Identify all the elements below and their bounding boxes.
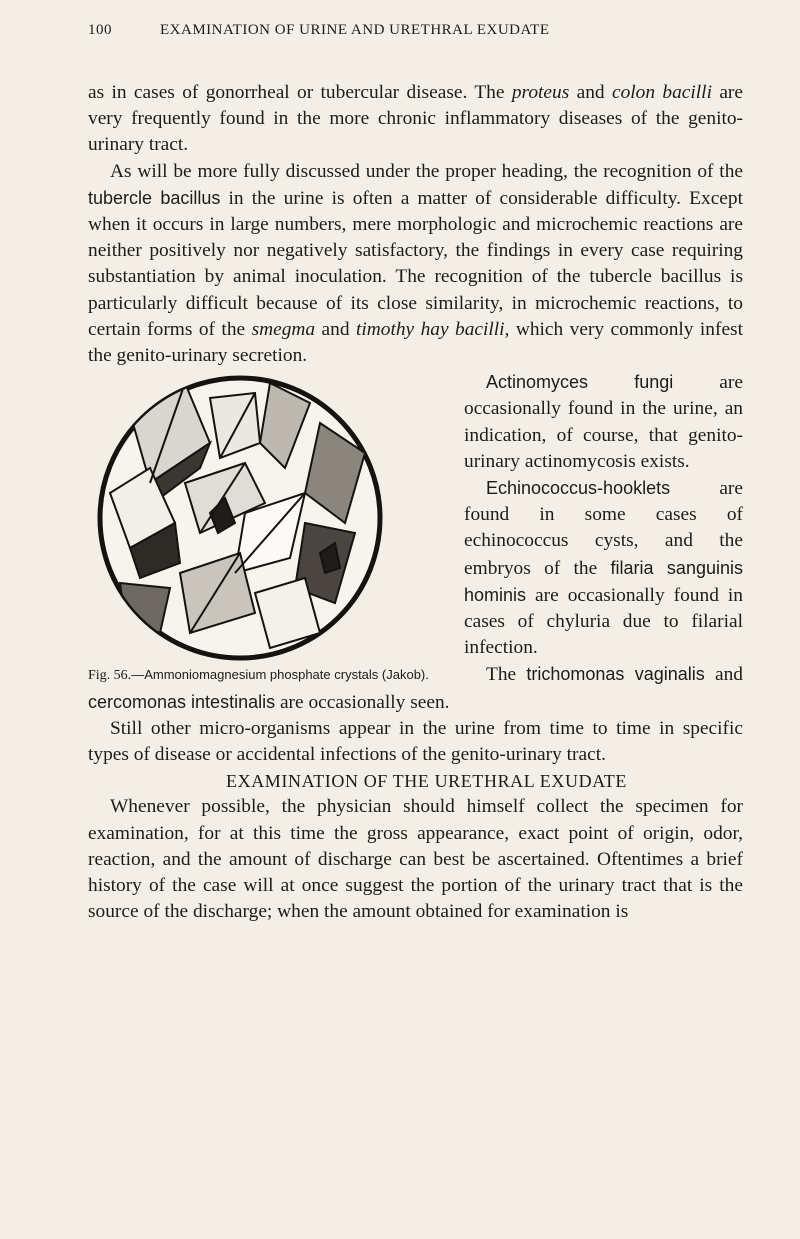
figure-label: Fig. 56. [88,668,132,684]
italic-term: timothy hay bacilli, [355,318,510,340]
figure-caption [88,667,450,683]
running-title: EXAMINATION OF URINE AND URETHRAL EXUDATE [160,22,550,38]
text-run: are occasionally seen. [275,691,450,713]
text-run: The [486,664,527,686]
text-run: are very frequently found in the more chronic inflammatory diseases of the genito-urinary tract. [88,82,743,156]
paragraph-6 [88,716,743,768]
text-run: in the urine is often a matter of considerable difficulty. Except when it occurs in large numbers, mere morphologic and microchemic reactions are neither positively nor negatively satisfactory, the findings in every case requiring substantiation by animal inoculation. The recognition of the tubercle bacillus is particularly difficult because of its close similarity, in microchemic reactions, to certain forms of the [88,187,743,340]
text-run: are occasionally found in the urine, an indication, of course, that genito-urinary actinomycosis exists. [464,372,743,472]
caption-text: —Ammoniomagnesium phosphate crystals (Jakob). [131,667,429,683]
page-number: 100 [88,22,112,38]
text-run: are found in some cases of echinococcus cysts, and the embryos of the [464,478,743,579]
text-run: which very commonly infest the genito-urinary secretion. [88,318,743,367]
text-run: are occasionally found in cases of chyluria due to filarial infection. [464,584,743,659]
figure-56 [88,373,450,683]
paragraph-7 [88,794,743,925]
bold-term: cercomonas intestinalis [88,691,276,712]
italic-term: colon bacilli [611,82,712,103]
text-run: As will be more fully discussed under the proper heading, the recognition of the [110,160,743,182]
bold-term: Actinomyces fungi [486,372,674,393]
body-text [88,80,743,926]
microscope-field-crystals-icon [90,373,390,663]
paragraph-1 [88,80,743,159]
bold-term: tubercle bacillus [88,187,221,208]
running-header [88,22,738,39]
text-run: Whenever possible, the physician should himself collect the specimen for examination, for at this time the gross appearance, exact point of origin, odor, reaction, and the amount of discharge can best be ascertained. Oftentimes a brief history of the case will at once suggest the portion of the urinary tract that is the source of the discharge; when the amount obtained for examination is [88,796,743,923]
section-title: EXAMINATION OF THE URETHRAL EXUDATE [226,771,627,792]
bold-term: Echinococcus-hooklets [486,478,671,499]
bold-term: trichomonas vaginalis [526,664,705,685]
text-run: Still other micro-organisms appear in the urine from time to time in specific types of disease or accidental infections of the genito-urinary tract. [88,717,743,766]
italic-term: smegma [251,318,316,340]
text-run: and [569,82,612,103]
italic-term: proteus [511,82,570,103]
text-run: and [315,318,356,340]
paragraph-2 [88,159,743,370]
bold-term: filaria sanguinis hominis [464,557,743,605]
text-run: as in cases of gonorrheal or tubercular disease. The [88,82,512,103]
text-run: and [704,664,743,686]
